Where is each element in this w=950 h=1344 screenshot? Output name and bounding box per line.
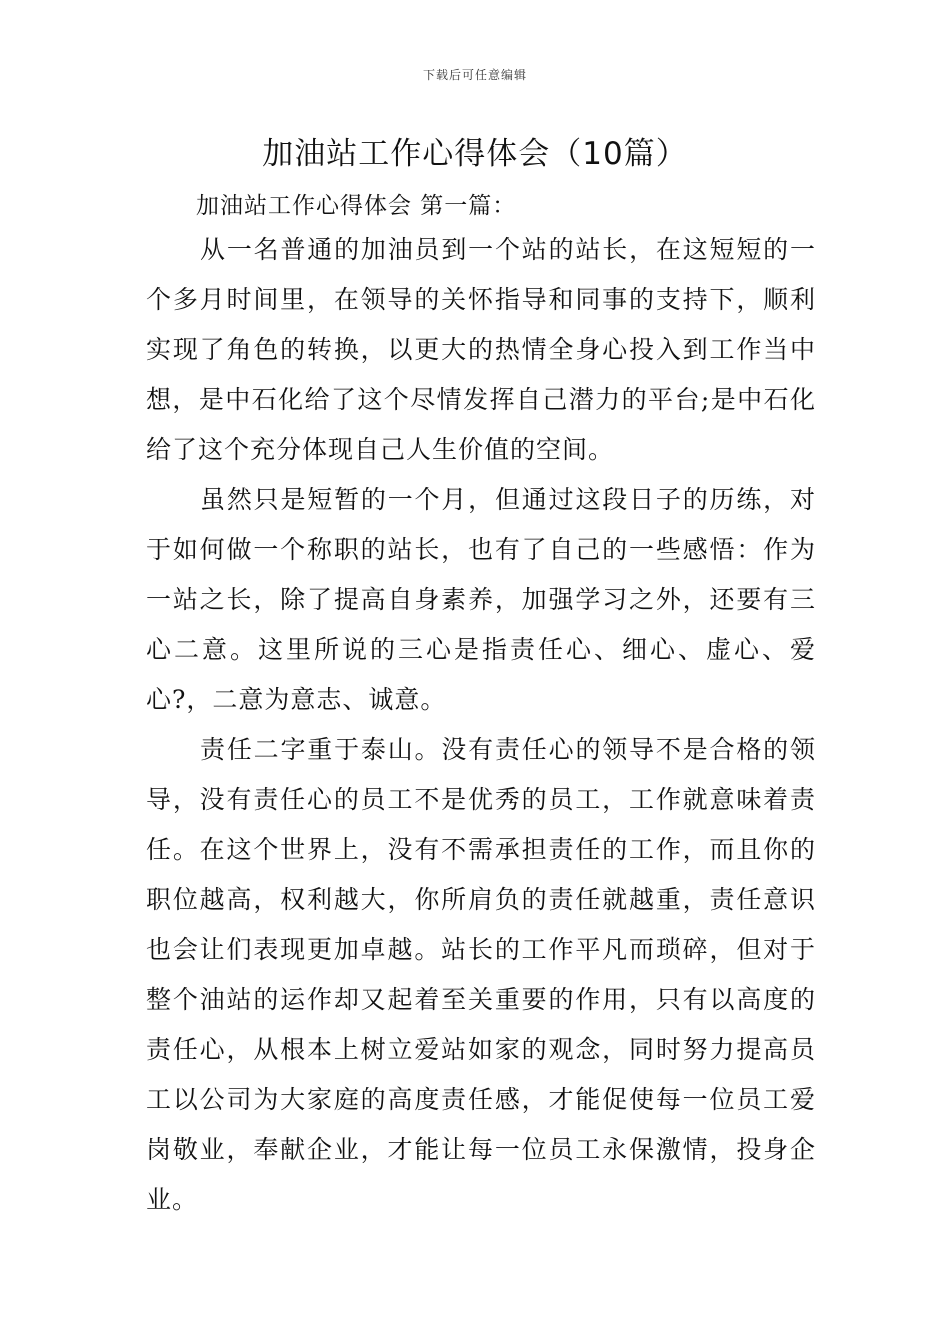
body-paragraph: 虽然只是短暂的一个月，但通过这段日子的历练，对于如何做一个称职的站长，也有了自己的一些感悟：作为一站之长，除了提高自身素养，加强学习之外，还要有三心二意。这里所说的三心是指责任心、细心、虚心、爱心?，二意为意志、诚意。 [146, 485, 816, 714]
body-paragraph: 从一名普通的加油员到一个站的站长，在这短短的一个多月时间里，在领导的关怀指导和同事的支持下，顺利实现了角色的转换，以更大的热情全身心投入到工作当中想，是中石化给了这个尽情发挥自己潜力的平台;是中石化给了这个充分体现自己人生价值的空间。 [146, 235, 816, 464]
section-subtitle: 加油站工作心得体会 第一篇： [196, 193, 517, 219]
body-paragraph: 责任二字重于泰山。没有责任心的领导不是合格的领导，没有责任心的员工不是优秀的员工，工作就意味着责任。在这个世界上，没有不需承担责任的工作，而且你的职位越高，权利越大，你所肩负的责任就越重，责任意识也会让们表现更加卓越。站长的工作平凡而琐碎，但对于整个油站的运作却又起着至关重要的作用，只有以高度的责任心，从根本上树立爱站如家的观念，同时努力提高员工以公司为大家庭的高度责任感，才能促使每一位员工爱岗敬业，奉献企业，才能让每一位员工永保激情，投身企业。 [146, 735, 816, 1214]
document-title: 加油站工作心得体会（10篇） [262, 136, 688, 172]
document-body [146, 225, 816, 1225]
page-header-note: 下载后可任意编辑 [422, 68, 527, 82]
